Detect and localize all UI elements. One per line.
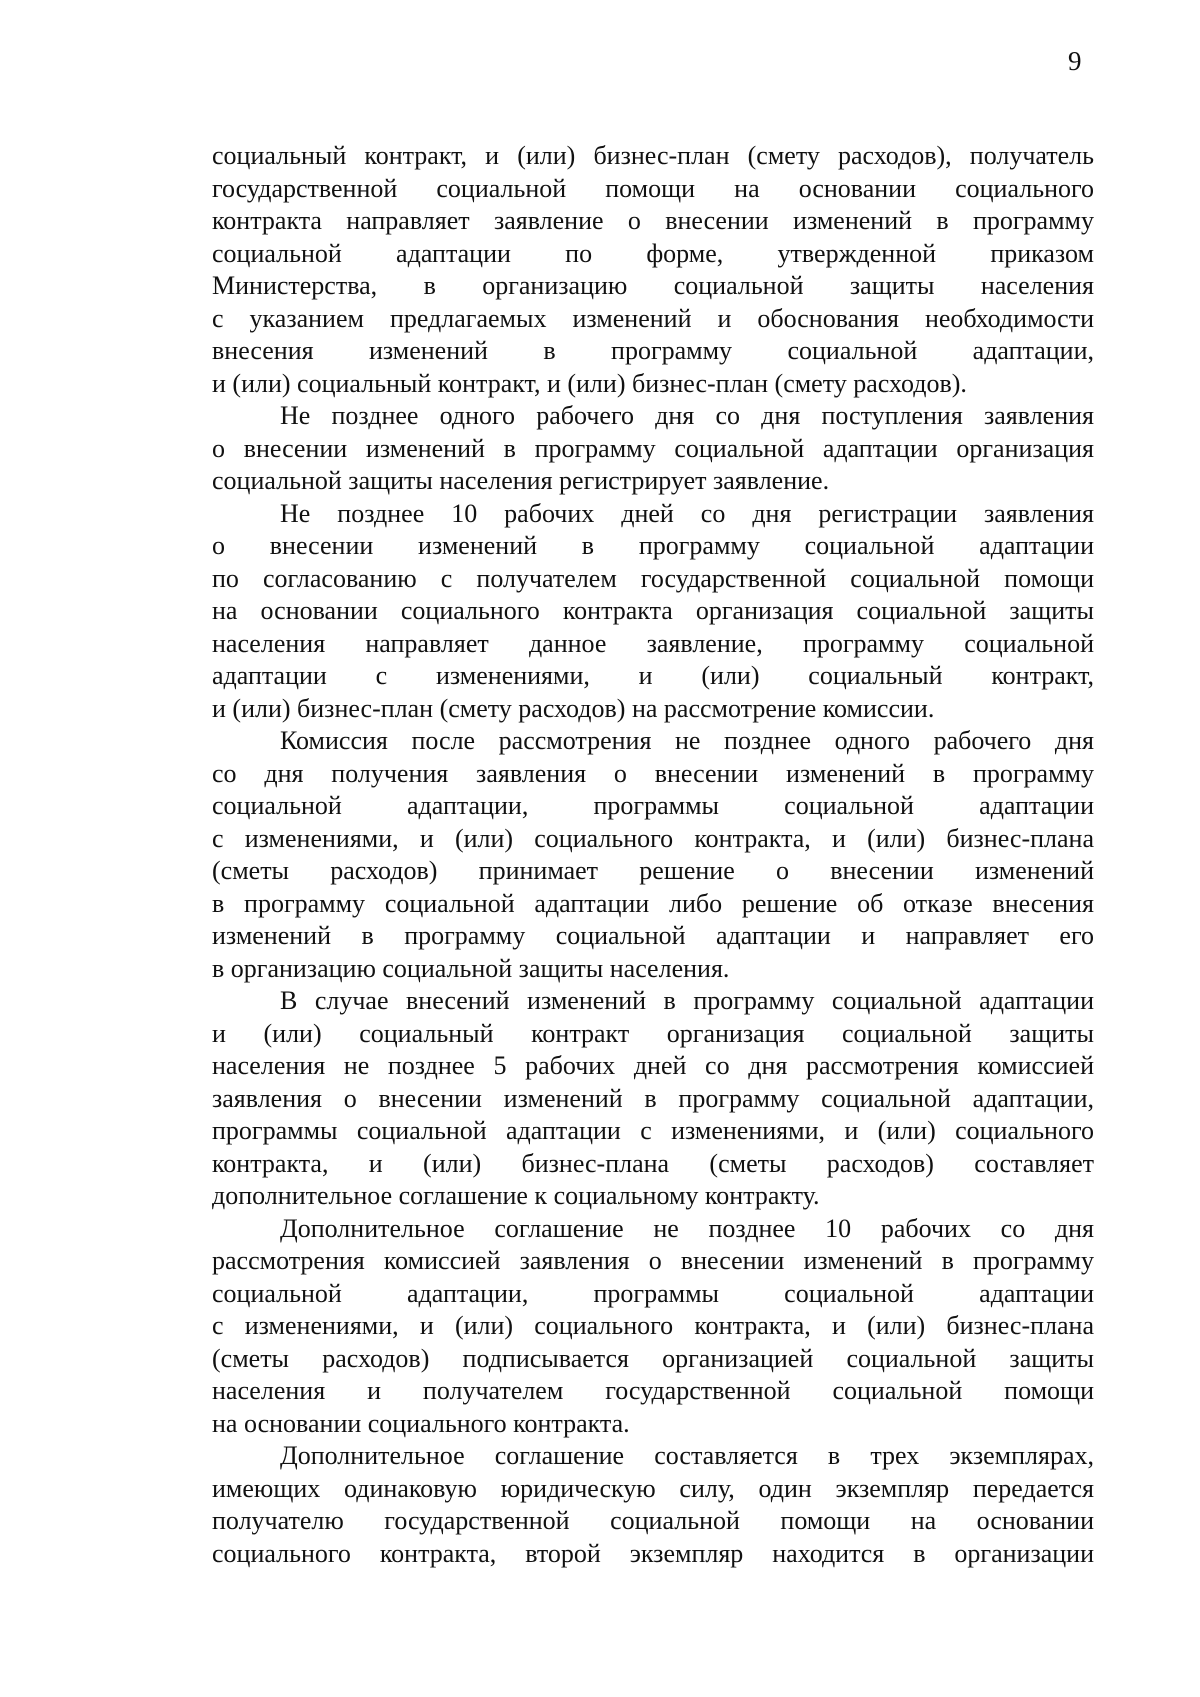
text-line: получателю государственной социальной помощи на основании <box>212 1506 1094 1535</box>
text-line: социальный контракт, и (или) бизнес-план (смету расходов), получатель <box>212 141 1094 170</box>
text-line: по согласованию с получателем государственной социальной помощи <box>212 563 1094 593</box>
paragraph <box>212 498 1094 726</box>
text-line: социальной адаптации, программы социальной адаптации <box>212 1278 1094 1308</box>
text-line: Дополнительное соглашение не позднее 10 рабочих со дня <box>280 1213 1094 1243</box>
text-line: социальной защиты населения регистрирует заявление. <box>212 466 830 495</box>
text-line: заявления о внесении изменений в программу социальной адаптации, <box>212 1083 1094 1113</box>
text-line: социальной адаптации, программы социальной адаптации <box>212 791 1094 820</box>
text-line: социальной адаптации по форме, утвержденной приказом <box>212 238 1094 268</box>
text-line: с изменениями, и (или) социального контракта, и (или) бизнес-плана <box>212 1311 1094 1340</box>
text-line: дополнительное соглашение к социальному контракту. <box>212 1181 820 1210</box>
text-line: Комиссия после рассмотрения не позднее одного рабочего дня <box>280 726 1094 755</box>
text-line: о внесении изменений в программу социальной адаптации организация <box>212 433 1094 463</box>
text-line: населения не позднее 5 рабочих дней со дня рассмотрения комиссией <box>212 1051 1094 1080</box>
text-line: (сметы расходов) принимает решение о внесении изменений <box>212 856 1094 885</box>
paragraph <box>212 1440 1094 1570</box>
text-line: населения и получателем государственной социальной помощи <box>212 1376 1094 1405</box>
text-line: с изменениями, и (или) социального контракта, и (или) бизнес-плана <box>212 823 1094 853</box>
text-line: о внесении изменений в программу социальной адаптации <box>212 531 1094 560</box>
paragraph <box>212 1213 1094 1441</box>
text-line: на основании социального контракта. <box>212 1408 630 1438</box>
text-line: Дополнительное соглашение составляется в трех экземплярах, <box>280 1441 1094 1470</box>
text-line: контракта, и (или) бизнес-плана (сметы расходов) составляет <box>212 1148 1094 1178</box>
paragraph <box>212 140 1094 400</box>
text-line: с указанием предлагаемых изменений и обоснования необходимости <box>212 303 1094 333</box>
text-line: Не позднее 10 рабочих дней со дня регистрации заявления <box>280 498 1094 528</box>
text-line: (сметы расходов) подписывается организацией социальной защиты <box>212 1343 1094 1373</box>
text-line: в организацию социальной защиты населения. <box>212 953 730 983</box>
text-line: адаптации с изменениями, и (или) социальный контракт, <box>212 661 1094 690</box>
text-line: и (или) социальный контракт организация социальной защиты <box>212 1018 1094 1048</box>
text-line: в программу социальной адаптации либо решение об отказе внесения <box>212 888 1094 918</box>
page-number: 9 <box>1068 46 1082 76</box>
text-line: населения направляет данное заявление, программу социальной <box>212 628 1094 658</box>
text-line: рассмотрения комиссией заявления о внесении изменений в программу <box>212 1246 1094 1275</box>
text-line: со дня получения заявления о внесении изменений в программу <box>212 758 1094 788</box>
text-line: внесения изменений в программу социальной адаптации, <box>212 336 1094 365</box>
text-line: имеющих одинаковую юридическую силу, один экземпляр передается <box>212 1473 1094 1503</box>
text-line: и (или) бизнес-план (смету расходов) на рассмотрение комиссии. <box>212 693 935 723</box>
text-line: контракта направляет заявление о внесении изменений в программу <box>212 206 1094 235</box>
text-line: государственной социальной помощи на основании социального <box>212 173 1094 203</box>
text-line: В случае внесений изменений в программу социальной адаптации <box>280 986 1094 1015</box>
text-line: программы социальной адаптации с изменениями, и (или) социального <box>212 1116 1094 1145</box>
text-line: и (или) социальный контракт, и (или) бизнес-план (смету расходов). <box>212 368 967 398</box>
text-line: изменений в программу социальной адаптации и направляет его <box>212 921 1094 950</box>
paragraph <box>212 985 1094 1213</box>
text-line: на основании социального контракта организация социальной защиты <box>212 596 1094 625</box>
text-line: Министерства, в организацию социальной защиты населения <box>212 271 1094 300</box>
document-body <box>212 140 1094 1570</box>
paragraph <box>212 725 1094 985</box>
paragraph <box>212 400 1094 498</box>
text-line: социального контракта, второй экземпляр находится в организации <box>212 1538 1094 1568</box>
text-line: Не позднее одного рабочего дня со дня поступления заявления <box>280 401 1094 430</box>
